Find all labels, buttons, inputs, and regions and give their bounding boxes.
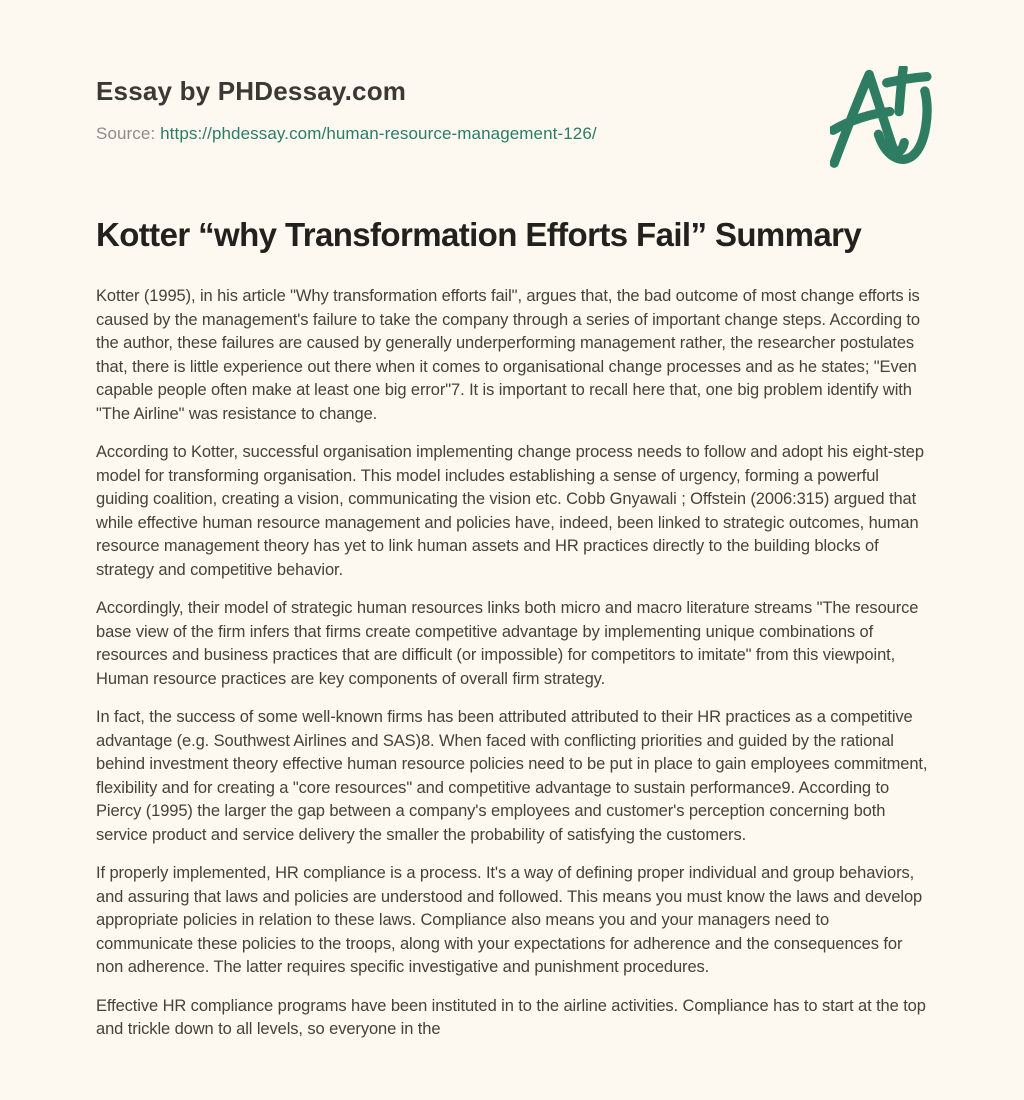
source-row [96,124,928,144]
a-plus-logo-icon [830,66,964,180]
source-label: Source: [96,124,156,143]
page-header [96,0,928,144]
essay-paragraph-2: According to Kotter, successful organisation implementing change process needs to follow and adopt his eight-step model for transforming organisation. This model includes establishing a sense of urgency, forming a powerful guiding coalition, creating a vision, communicating the vision etc. Cobb Gnyawali ; Offstein (2006:315) argued that while effective human resource management and policies have, indeed, been linked to strategic outcomes, human resource management theory has yet to link human assets and HR practices directly to the building blocks of strategy and competitive behavior. [96,443,924,579]
byline: Essay by PHDessay.com [96,76,407,106]
essay-paragraph-5: If properly implemented, HR compliance is a process. It's a way of defining proper individual and group behaviors, and assuring that laws and policies are understood and followed. This means you must know the laws and develop appropriate policies in relation to these laws. Compliance also means you and your managers need to communicate these policies to the troops, along with your expectations for adherence and the consequences for non adherence. The latter requires specific investigative and punishment procedures. [96,864,923,977]
essay-paragraph-4: In fact, the success of some well-known firms has been attributed attributed to their HR practices as a competitive advantage (e.g. Southwest Airlines and SAS)8. When faced with conflicting priorities and guided by the rational behind investment theory effective human resource policies need to be put in place to gain employees commitment, flexibility and for creating a "core resources" and competitive advantage to sustain performance9. According to Piercy (1995) the larger the gap between a company's employees and customer's perception concerning both service product and service delivery the smaller the probability of satisfying the customers. [96,708,928,844]
essay-paragraph-1: Kotter (1995), in his article "Why transformation efforts fail", argues that, the bad outcome of most change efforts is caused by the management's failure to take the company through a series of important change steps. According to the author, these failures are caused by generally underperforming management rather, the researcher postulates that, there is little experience out there when it comes to organisational change processes and as he states; "Even capable people often make at least one big error"7. It is important to recall here that, one big problem identify with "The Airline" was resistance to change. [96,287,920,423]
essay-paragraph-3: Accordingly, their model of strategic human resources links both micro and macro literature streams "The resource base view of the firm infers that firms create competitive advantage by implementing unique combinations of resources and business practices that are difficult (or impossible) for competitors to imitate" from this viewpoint, Human resource practices are key components of overall firm strategy. [96,599,919,688]
essay-title: Kotter “why Transformation Efforts Fail” Summary [96,216,862,253]
source-link[interactable]: https://phdessay.com/human-resource-management-126/ [160,124,597,143]
essay-paragraph-6: Effective HR compliance programs have been instituted in to the airline activities. Compliance has to start at the top and trickle down to all levels, so everyone in the [96,996,926,1039]
